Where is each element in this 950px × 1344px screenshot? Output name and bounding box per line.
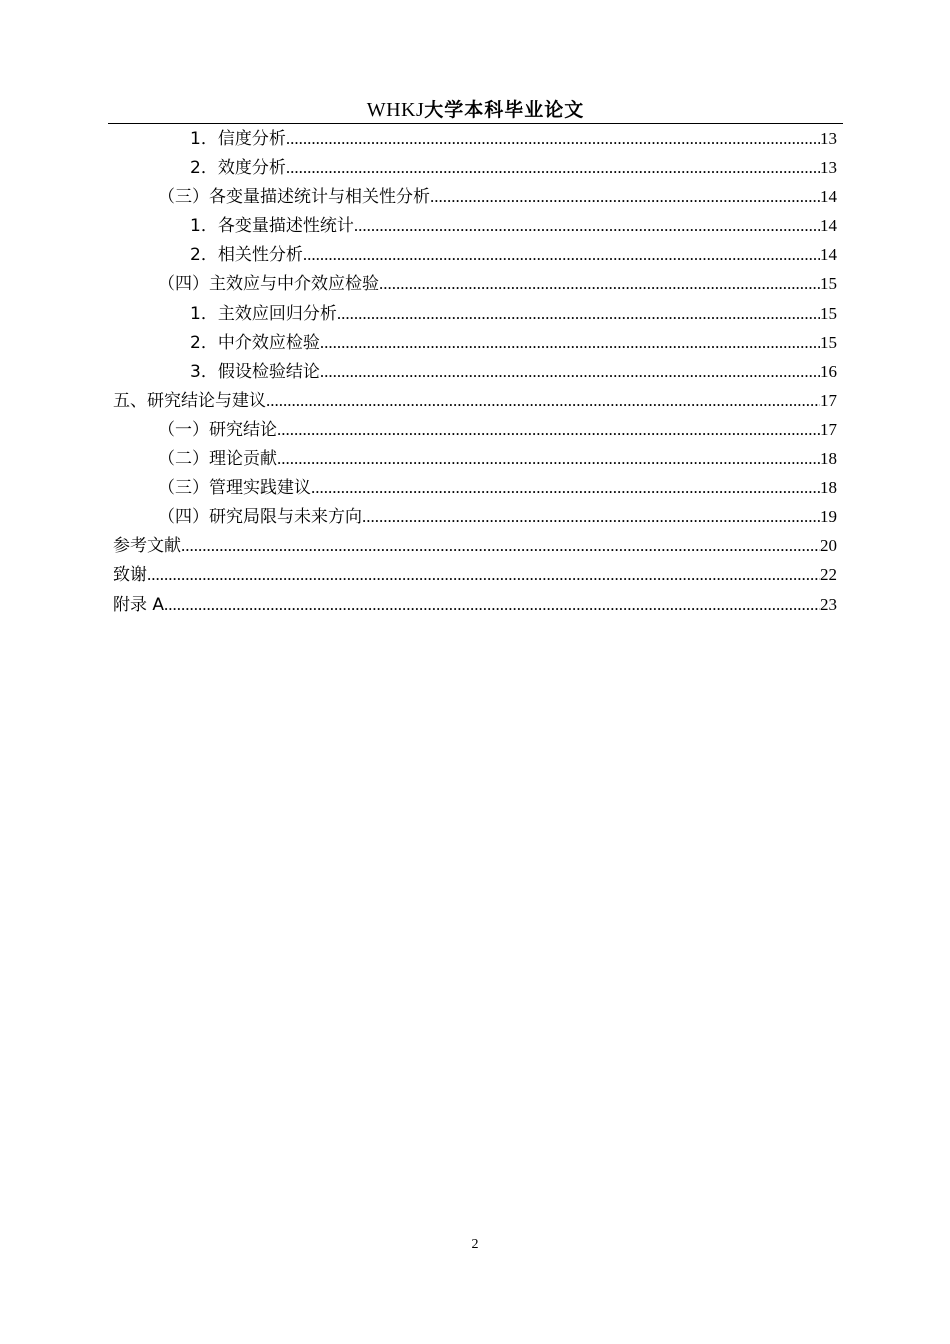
toc-entry-title: 附录 A [113,594,165,615]
toc-entry[interactable] [113,531,837,560]
toc-dot-leader [164,590,820,619]
toc-dot-leader [354,211,820,240]
toc-entry[interactable] [113,386,837,415]
toc-entry-page: 17 [820,390,837,410]
toc-entry-page: 15 [820,274,837,294]
toc-dot-leader [147,560,820,589]
toc-entry[interactable] [113,444,837,473]
toc-dot-leader [286,153,820,182]
toc-dot-leader [311,473,820,502]
toc-dot-leader [303,240,820,269]
toc-dot-leader [320,357,820,386]
table-of-contents [113,124,837,619]
toc-entry-title: （一）研究结论 [158,419,277,440]
toc-entry-title: 1．信度分析 [190,129,286,149]
toc-entry-page: 14 [820,216,837,236]
toc-entry[interactable] [113,153,837,182]
toc-entry-page: 13 [820,129,837,148]
toc-entry[interactable] [113,299,837,328]
toc-entry-title: 参考文献 [113,536,181,557]
toc-entry-page: 22 [820,565,837,585]
toc-entry[interactable] [113,269,837,298]
toc-entry-title: 2．效度分析 [190,158,286,179]
toc-entry-page: 18 [820,449,837,469]
toc-entry-title: （三）管理实践建议 [158,478,311,499]
toc-entry-title: 3．假设检验结论 [190,361,320,382]
toc-entry-page: 20 [820,536,837,556]
toc-entry-page: 18 [820,478,837,498]
toc-entry-title: （四）研究局限与未来方向 [158,507,362,528]
toc-entry[interactable] [113,240,837,269]
toc-dot-leader [286,124,820,153]
toc-entry-page: 16 [820,361,837,381]
toc-dot-leader [430,182,820,211]
toc-entry-title: （三）各变量描述统计与相关性分析 [158,187,430,208]
toc-dot-leader [266,386,820,415]
toc-entry-title: （四）主效应与中介效应检验 [158,274,379,295]
toc-entry-page: 19 [820,507,837,527]
toc-dot-leader [181,531,820,560]
toc-entry[interactable] [113,182,837,211]
toc-entry-page: 23 [820,594,837,614]
toc-entry[interactable] [113,124,837,153]
toc-entry[interactable] [113,473,837,502]
toc-entry-title: 2．相关性分析 [190,245,303,266]
toc-dot-leader [379,269,820,298]
toc-dot-leader [362,502,820,531]
toc-entry-title: 五、研究结论与建议 [113,390,266,411]
toc-dot-leader [277,444,820,473]
page-number: 2 [471,1237,479,1252]
toc-entry-title: （二）理论贡献 [158,449,277,470]
toc-dot-leader [320,328,820,357]
toc-entry[interactable] [113,357,837,386]
toc-entry[interactable] [113,502,837,531]
toc-entry[interactable] [113,328,837,357]
toc-entry[interactable] [113,211,837,240]
header-title: 大学本科毕业论文 [424,99,585,121]
toc-entry-page: 14 [820,187,837,207]
toc-dot-leader [277,415,820,444]
toc-entry-page: 14 [820,245,837,265]
toc-dot-leader [337,299,820,328]
toc-entry-page: 15 [820,303,837,323]
toc-entry-title: 2．中介效应检验 [190,332,320,353]
toc-entry[interactable] [113,560,837,589]
toc-entry-page: 13 [820,158,837,178]
header-university-code: WHKJ [366,99,425,121]
toc-entry-title: 1．各变量描述性统计 [190,216,354,237]
toc-entry-title: 致谢 [113,565,147,586]
toc-entry-page: 17 [820,419,837,439]
toc-entry[interactable] [113,415,837,444]
toc-entry[interactable] [113,590,837,619]
running-header [108,96,843,124]
toc-entry-title: 1．主效应回归分析 [190,303,337,324]
toc-entry-page: 15 [820,332,837,352]
